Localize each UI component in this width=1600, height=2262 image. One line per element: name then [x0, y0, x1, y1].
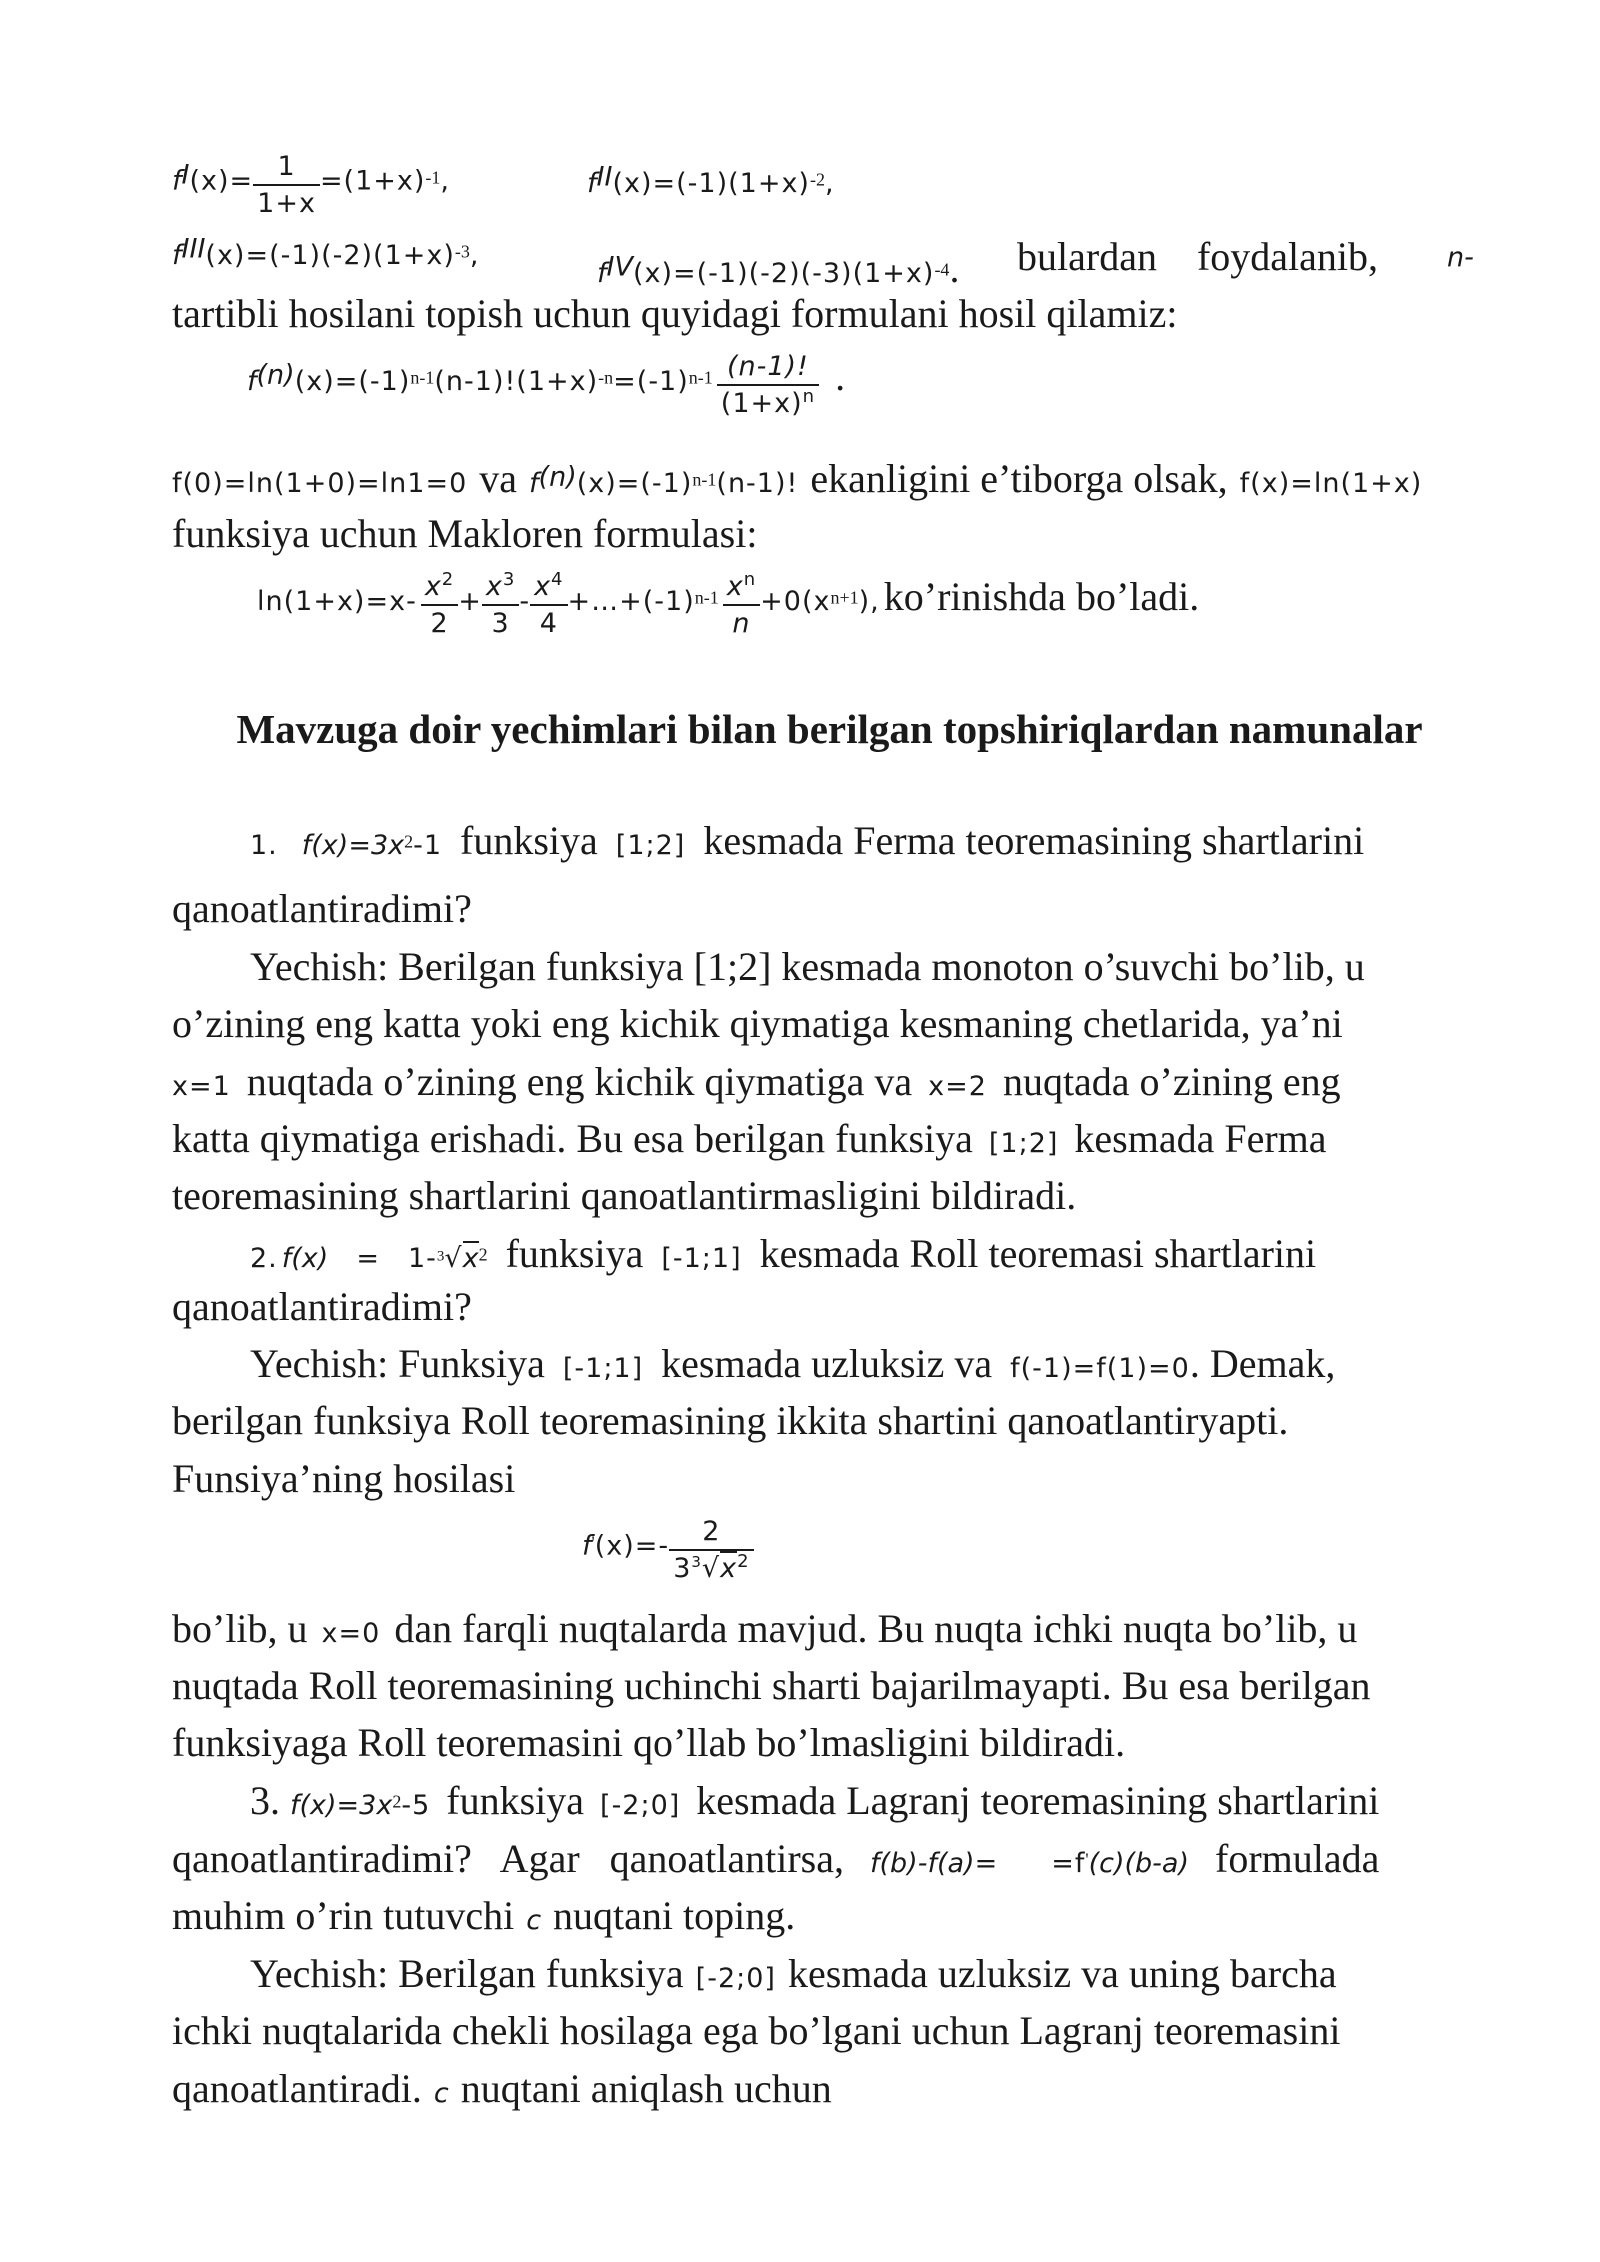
solution-2-e: nuqtada Roll teoremasining uchinchi sharti bajarilmayapti. Bu esa berilgan: [172, 1663, 1371, 1708]
root-sign: √: [444, 1243, 463, 1274]
solution-3-a: Yechish: Berilgan funksiya [-2;0] kesmada uzluksiz va uning barcha: [250, 1951, 1337, 1996]
formula-nth-derivative: $f^{(n)}(x)=(-1)^{n-1}(n-1)!(1+x)^{-n}=(-1)^{n-1}$ $\frac{(n-1)!}{(1+x)^n}$ .: [247, 348, 845, 422]
solution-2-f: funksiyaga Roll teoremasini qo’llab bo’lmasligini bildiradi.: [172, 1720, 1126, 1765]
formula-f1: $f^I(x)=$ $\frac{1}{1+x}$ $=(1+x)^{-1}$,: [172, 150, 450, 222]
solution-2-c: Funsiya’ning hosilasi: [172, 1456, 516, 1501]
solution-2-a: Yechish: Funksiya [-1;1] kesmada uzluksiz va f(-1)=f(1)=0. Demak,: [250, 1341, 1336, 1386]
line2-text: bulardan foydalanib,: [1017, 234, 1378, 279]
problem-3-line2: qanoatlantiradimi? Agar qanoatlantirsa, f(b)-f(a)= =f'(c)(b-a) formulada: [172, 1836, 1380, 1881]
formula-derivative: f'(x)=- $\frac{2}{3^3√x^2}$: [582, 1515, 754, 1587]
section-heading: Mavzuga doir yechimlari bilan berilgan topshiriqlardan namunalar: [236, 706, 1423, 752]
solution-2-d: bo’lib, u x=0 dan farqli nuqtalarda mavjud. Bu nuqta ichki nuqta bo’lib, u: [172, 1606, 1358, 1651]
solution-1-b: o’zining eng katta yoki eng kichik qiymatiga kesmaning chetlarida, ya’ni: [172, 1001, 1343, 1046]
line5: f(0)=ln(1+0)=ln1=0 va $f^{(n)}(x)=(-1)^{n-1}(n-1)$! ekanligini e’tiborga olsak, f(x)=ln(1+x): [172, 456, 1423, 501]
formula-f3: $f^{III}(x)=(-1)(-2)(1+x)^{-3}$,: [172, 233, 480, 271]
line3-text: tartibli hosilani topish uchun quyidagi formulani hosil qilamiz:: [172, 291, 1178, 336]
solution-3-c: qanoatlantiradi. c nuqtani aniqlash uchun: [172, 2066, 832, 2111]
problem-3-line3: muhim o’rin tutuvchi c nuqtani toping.: [172, 1893, 796, 1938]
formula-maclaurin: ln(1+x)=x- $\frac{x^2}{2}$ + $\frac{x^3}{3}$ - $\frac{x^4}{4}$ $+\dots+(-1)^{n-1}$ $\frac{x^n}{n}$ $+0(x^{n+1})$, ko’rinishda bo’ladi.: [257, 569, 1200, 640]
formula-f2: $f^{II}(x)=(-1)(1+x)^{-2}$,: [587, 161, 835, 199]
problem-2: 2. $f(x) = 1-^3√x^2$ funksiya [-1;1] kesmada Roll teoremasi shartlarini: [250, 1231, 1317, 1276]
solution-1-c: x=1 nuqtada o’zining eng kichik qiymatiga va x=2 nuqtada o’zining eng: [172, 1059, 1341, 1104]
problem-2-line2: qanoatlantiradimi?: [172, 1284, 472, 1329]
formula-f4: $f^{IV}(x)=(-1)(-2)(-3)(1+x)^{-4}$.: [597, 246, 960, 291]
solution-1-a: Yechish: Berilgan funksiya [1;2] kesmada monoton o’suvchi bo’lib, u: [250, 944, 1365, 989]
fraction: $\frac{1}{1+x}$: [253, 150, 320, 222]
problem-1-line2: qanoatlantiradimi?: [172, 886, 472, 931]
line6-text: funksiya uchun Makloren formulasi:: [172, 511, 758, 556]
problem-3: 3. $f(x)=3x^2-5$ funksiya [-2;0] kesmada Lagranj teoremasining shartlarini: [250, 1778, 1380, 1823]
problem-1: 1. $f(x)=3x^2-1$ funksiya [1;2] kesmada Ferma teoremasining shartlarini: [250, 818, 1365, 863]
solution-3-b: ichki nuqtalarida chekli hosilaga ega bo’lgani uchun Lagranj teoremasini: [172, 2008, 1341, 2053]
root-sign: √: [701, 1553, 721, 1584]
line2-n: n-: [1447, 242, 1474, 273]
fraction: $\frac{(n-1)!}{(1+x)^n}$: [717, 350, 819, 422]
solution-2-b: berilgan funksiya Roll teoremasining ikkita shartini qanoatlantiryapti.: [172, 1398, 1289, 1443]
solution-1-d: katta qiymatiga erishadi. Bu esa berilgan funksiya [1;2] kesmada Ferma: [172, 1116, 1327, 1161]
solution-1-e: teoremasining shartlarini qanoatlantirmasligini bildiradi.: [172, 1173, 1077, 1218]
